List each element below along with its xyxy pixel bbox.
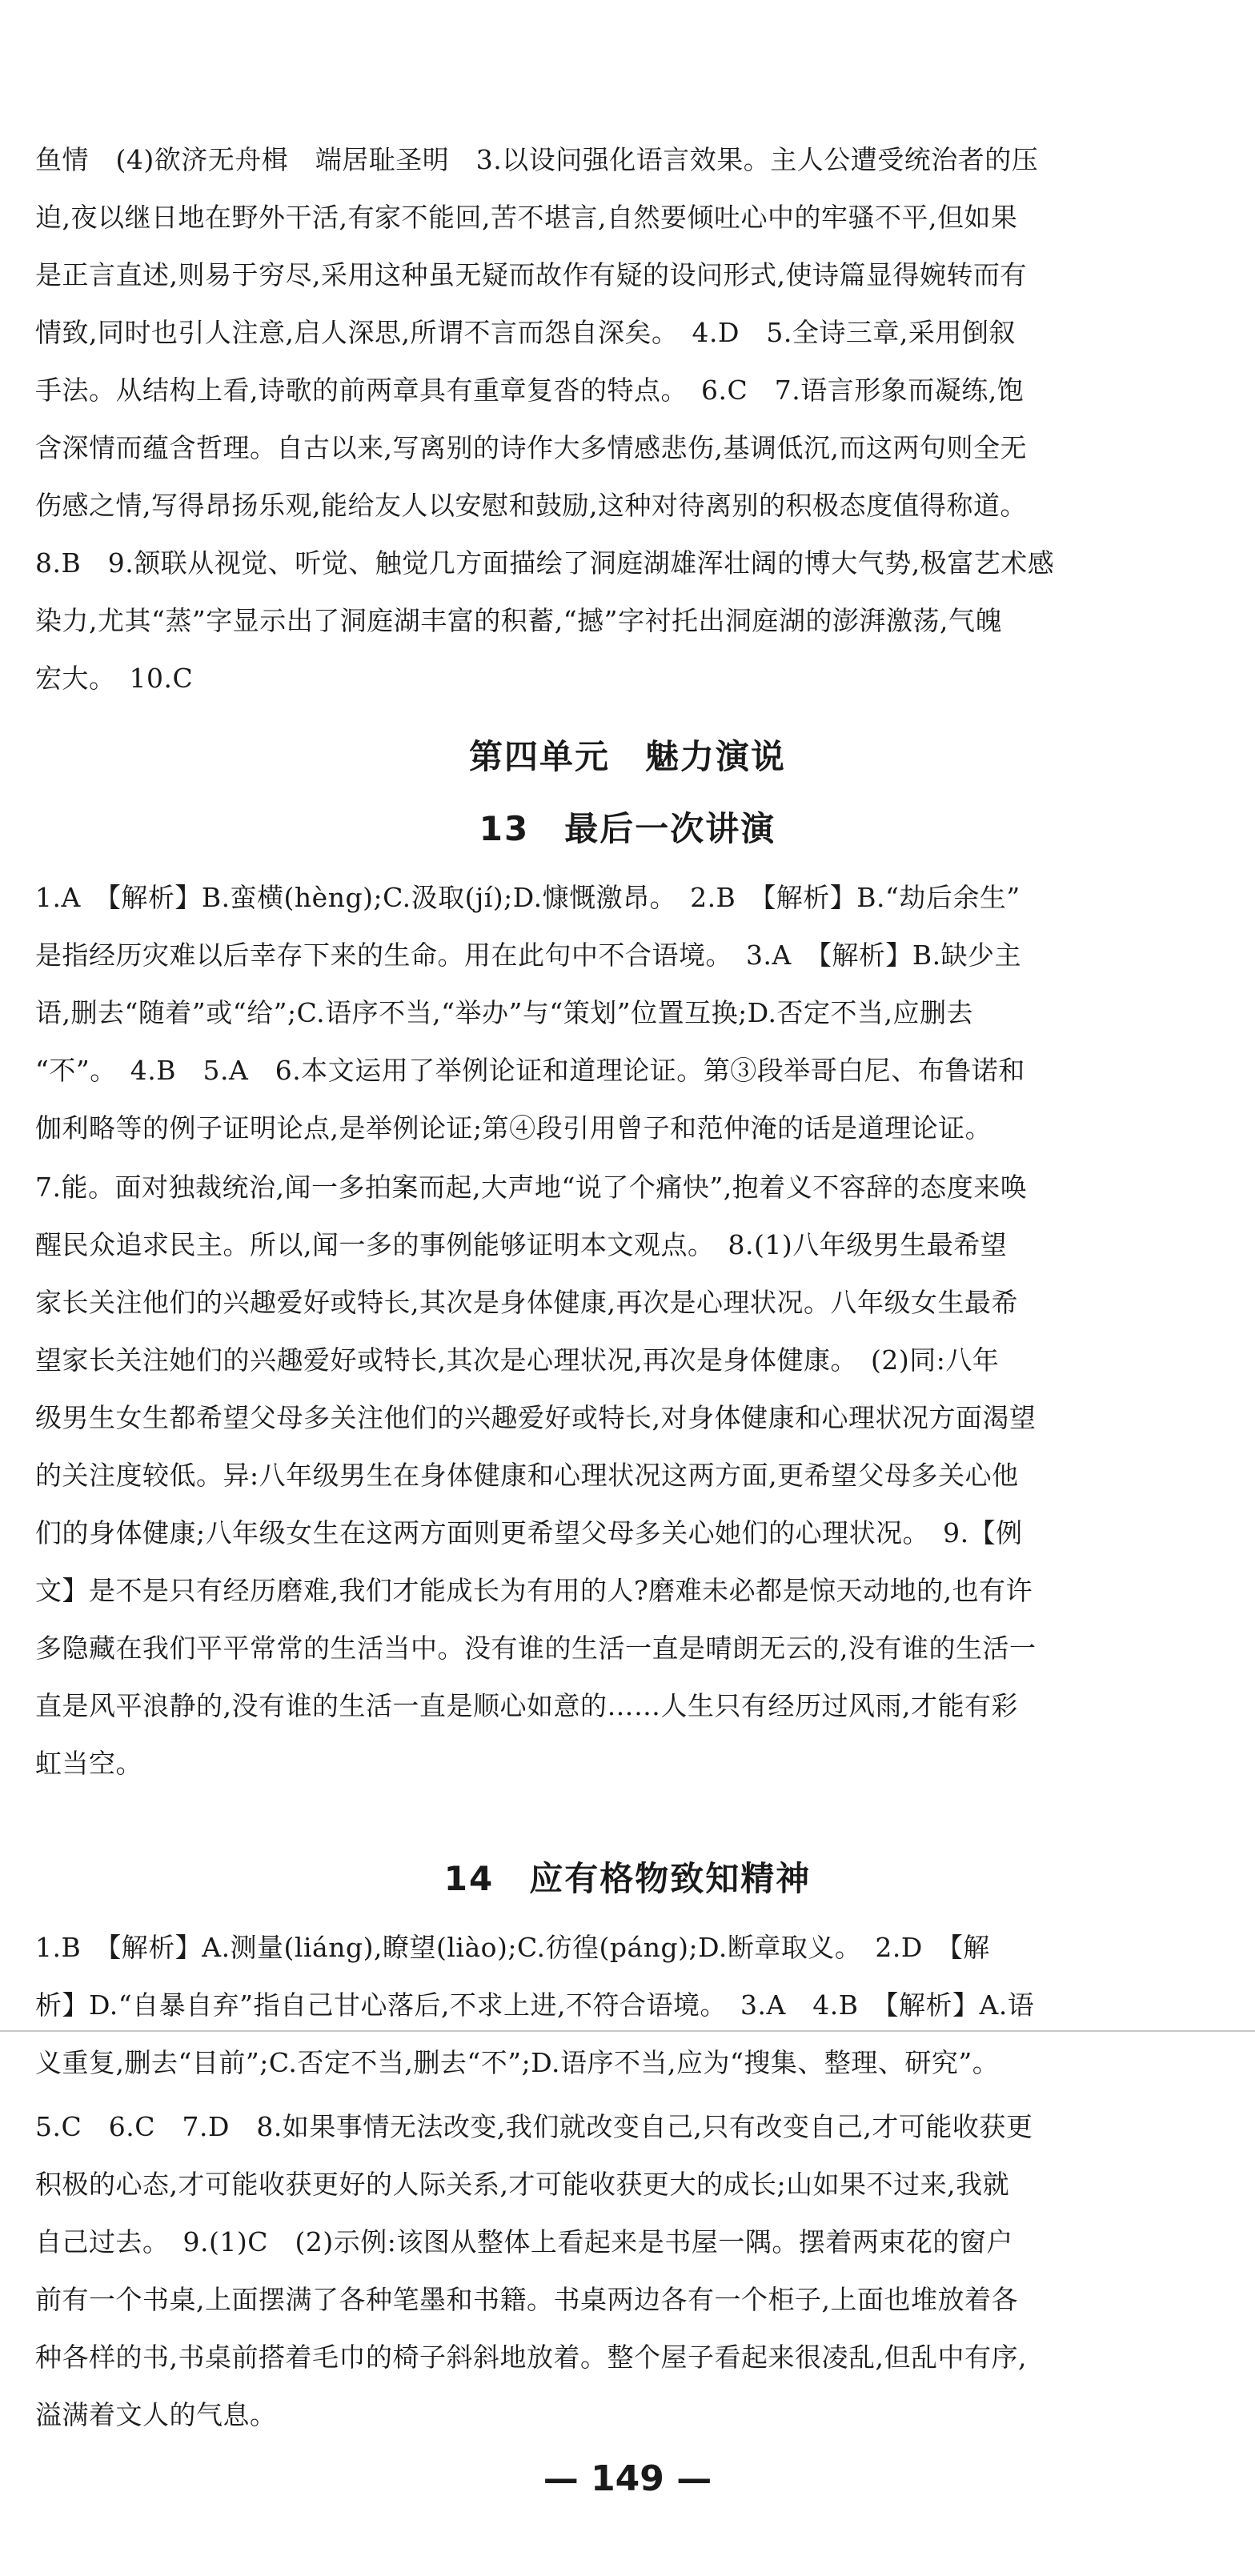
text-line: 伽利略等的例子证明论点,是举例论证;第④段引用曾子和范仲淹的话是道理论证。 [35, 1112, 992, 1144]
text-line: 析】D.“自暴自弃”指自己甘心落后,不求上进,不符合语境。 3.A 4.B 【解析】A.语 [35, 1989, 1035, 2021]
text-line: “不”。 4.B 5.A 6.本文运用了举例论证和道理论证。第③段举哥白尼、布鲁诺和 [35, 1055, 1025, 1086]
text-line: 宏大。 10.C [35, 663, 194, 694]
text-line: 5.C 6.C 7.D 8.如果事情无法改变,我们就改变自己,只有改变自己,才可能收获更 [35, 2111, 1033, 2142]
text-line: 是指经历灾难以后幸存下来的生命。用在此句中不合语境。 3.A 【解析】B.缺少主 [35, 939, 1022, 971]
text-line: 是正言直述,则易于穷尽,采用这种虽无疑而故作有疑的设问形式,使诗篇显得婉转而有 [35, 259, 1027, 290]
text-line: 积极的心态,才可能收获更好的人际关系,才可能收获更大的成长;山如果不过来,我就 [35, 2169, 1010, 2200]
lesson-14-title: 14 应有格物致知精神 [443, 1859, 812, 1898]
text-line: 级男生女生都希望父母多关注他们的兴趣爱好或特长,对身体健康和心理状况方面渴望 [35, 1402, 1036, 1433]
text-line: 义重复,删去“目前”;C.否定不当,删去“不”;D.语序不当,应为“搜集、整理、研究”。 [35, 2047, 1000, 2078]
text-line: 鱼情 (4)欲济无舟楫 端居耻圣明 3.以设问强化语言效果。主人公遭受统治者的压 [35, 144, 1039, 175]
text-line: 种各样的书,书桌前搭着毛巾的椅子斜斜地放着。整个屋子看起来很凌乱,但乱中有序, [35, 2342, 1027, 2373]
text-line: 多隐藏在我们平平常常的生活当中。没有谁的生活一直是晴朗无云的,没有谁的生活一 [35, 1633, 1036, 1664]
text-line: 迫,夜以继日地在野外干活,有家不能回,苦不堪言,自然要倾吐心中的牢骚不平,但如果 [35, 202, 1018, 233]
lesson-13-title: 13 最后一次讲演 [479, 809, 776, 848]
text-line: 1.A 【解析】B.蛮横(hèng);C.汲取(jí);D.慷慨激昂。 2.B 【解析】B.“劫后余生” [35, 882, 1020, 913]
text-line: 伤感之情,写得昂扬乐观,能给友人以安慰和鼓励,这种对待离别的积极态度值得称道。 [35, 490, 1027, 521]
text-line: 情致,同时也引人注意,启人深思,所谓不言而怨自深矣。 4.D 5.全诗三章,采用倒叙 [35, 317, 1016, 348]
text-line: 望家长关注她们的兴趣爱好或特长,其次是心理状况,再次是身体健康。 (2)同:八年 [35, 1344, 1000, 1376]
text-line: 7.能。面对独裁统治,闻一多拍案而起,大声地“说了个痛快”,抱着义不容辞的态度来唤 [35, 1172, 1028, 1203]
text-line: 醒民众追求民主。所以,闻一多的事例能够证明本文观点。 8.(1)八年级男生最希望 [35, 1229, 1008, 1260]
text-line: 染力,尤其“蒸”字显示出了洞庭湖丰富的积蓄,“撼”字衬托出洞庭湖的澎湃激荡,气魄 [35, 605, 1002, 636]
page-number: — 149 — [543, 2458, 712, 2499]
scan-artifact-line [0, 2030, 1255, 2032]
text-line: 自己过去。 9.(1)C (2)示例:该图从整体上看起来是书屋一隅。摆着两束花的窗户 [35, 2226, 1013, 2258]
text-line: 含深情而蕴含哲理。自古以来,写离别的诗作大多情感悲伤,基调低沉,而这两句则全无 [35, 432, 1027, 463]
unit-title: 第四单元 魅力演说 [468, 737, 786, 776]
text-line: 溢满着文人的气息。 [35, 2399, 277, 2430]
text-line: 们的身体健康;八年级女生在这两方面则更希望父母多关心她们的心理状况。 9.【例 [35, 1517, 1023, 1548]
text-line: 的关注度较低。异:八年级男生在身体健康和心理状况这两方面,更希望父母多关心他 [35, 1460, 1019, 1491]
text-line: 虹当空。 [35, 1748, 142, 1779]
text-line: 手法。从结构上看,诗歌的前两章具有重章复沓的特点。 6.C 7.语言形象而凝练,饱 [35, 375, 1024, 406]
text-line: 家长关注他们的兴趣爱好或特长,其次是身体健康,再次是心理状况。八年级女生最希 [35, 1287, 1018, 1318]
text-line: 1.B 【解析】A.测量(liáng),瞭望(liào);C.彷徨(páng);D.断章取义。 2.D 【解 [35, 1932, 990, 1963]
text-line: 文】是不是只有经历磨难,我们才能成长为有用的人?磨难未必都是惊天动地的,也有许 [35, 1575, 1033, 1606]
text-line: 直是风平浪静的,没有谁的生活一直是顺心如意的……人生只有经历过风雨,才能有彩 [35, 1690, 1018, 1721]
text-line: 语,删去“随着”或“给”;C.语序不当,“举办”与“策划”位置互换;D.否定不当,应删去 [35, 997, 974, 1028]
text-line: 前有一个书桌,上面摆满了各种笔墨和书籍。书桌两边各有一个柜子,上面也堆放着各 [35, 2284, 1018, 2315]
text-line: 8.B 9.颔联从视觉、听觉、触觉几方面描绘了洞庭湖雄浑壮阔的博大气势,极富艺术感 [35, 547, 1055, 579]
